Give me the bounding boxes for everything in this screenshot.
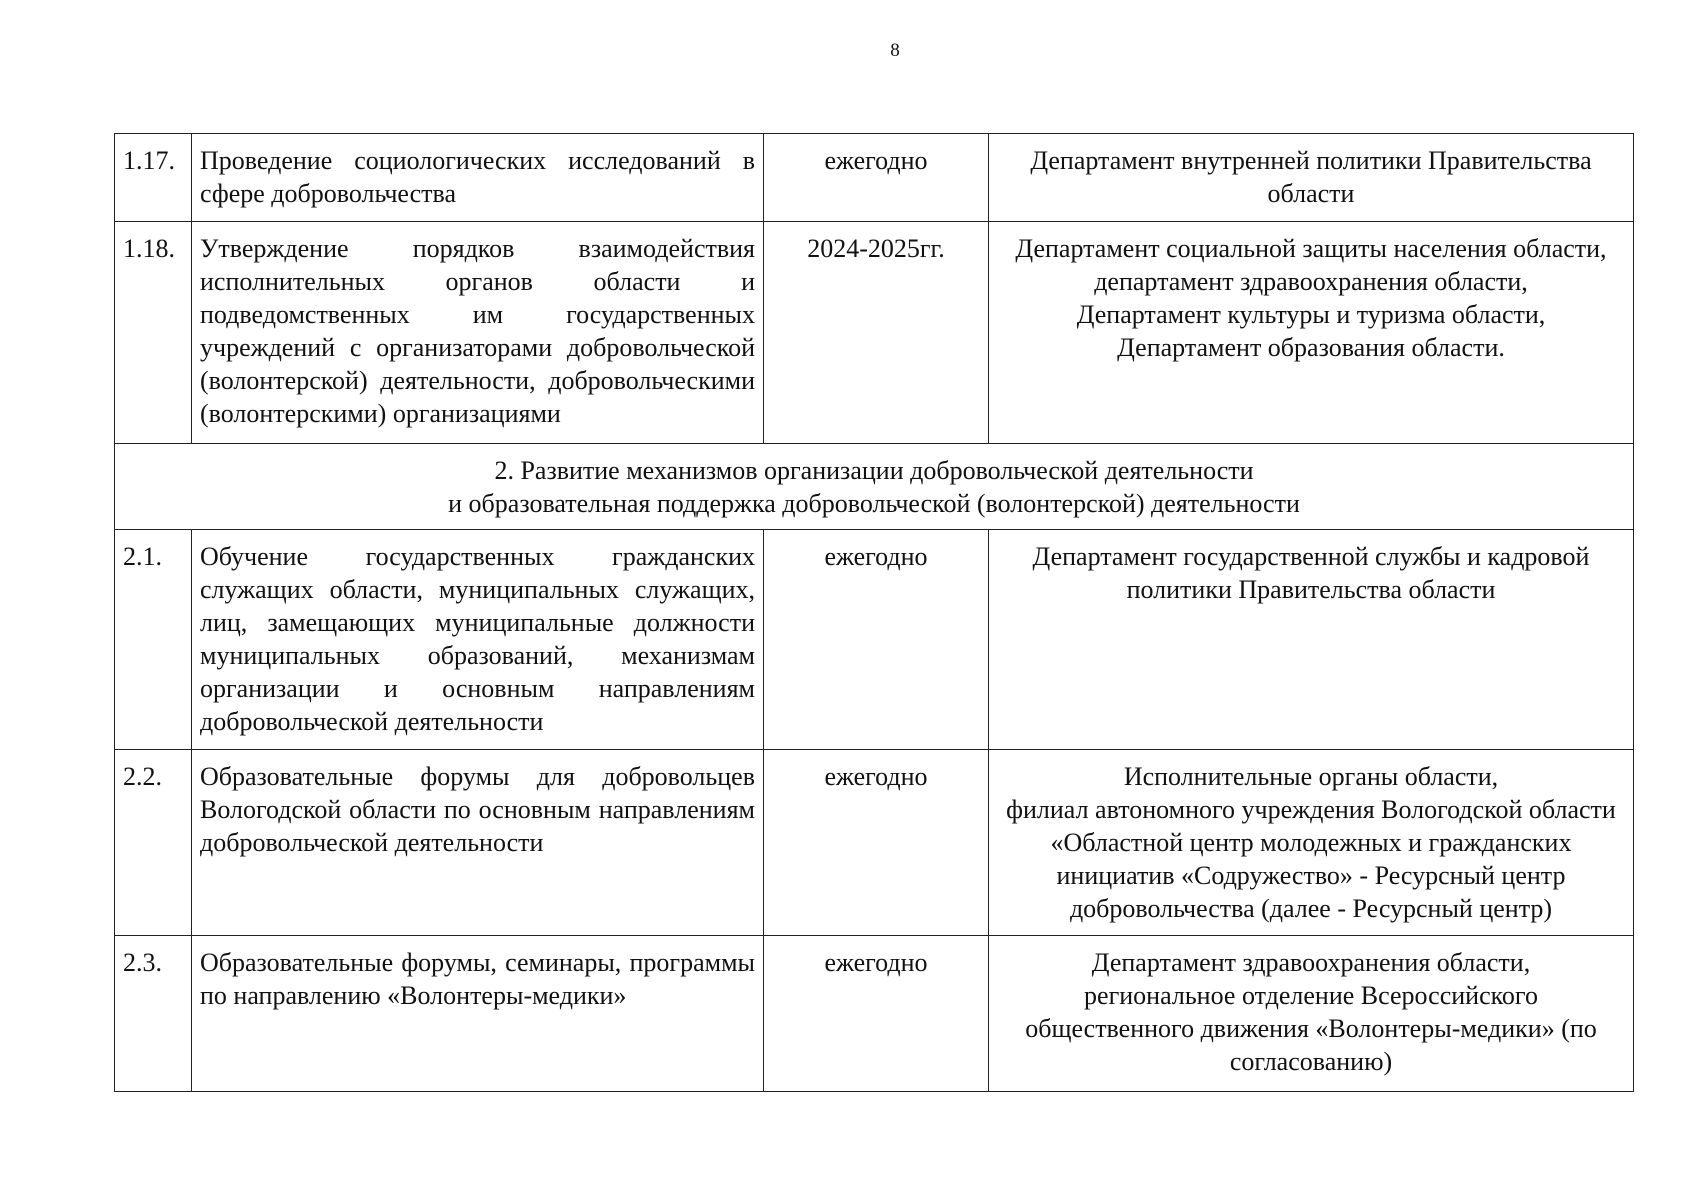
table-row [115, 134, 1634, 222]
row-number: 2.3. [115, 936, 192, 1092]
section-row [115, 444, 1634, 530]
responsible-executors [989, 530, 1634, 750]
section-heading-line: 2. Развитие механизмов организации добровольческой деятельности [494, 456, 1254, 485]
page-number: 8 [890, 40, 900, 61]
responsible-executors [989, 134, 1634, 222]
row-number: 1.18. [115, 222, 192, 444]
activity-name: Образовательные форумы для добровольцев Вологодской области по основным направлениям добровольческой деятельности [192, 750, 764, 936]
executor-line: Департамент государственной службы и кадровой политики Правительства области [1032, 542, 1590, 604]
executor-line: Департамент социальной защиты населения области, [1015, 234, 1607, 263]
activity-name: Утверждение порядков взаимодействия исполнительных органов области и подведомственных им государственных учреждений с организаторами добровольческой (волонтерской) деятельности, добровольческими (волонтерскими) организациями [192, 222, 764, 444]
executor-line: филиал автономного учреждения Вологодской области «Областной центр молодежных и гражданских инициатив «Содружество» - Ресурсный центр добровольчества (далее - Ресурсный центр) [1006, 795, 1616, 923]
row-number: 1.17. [115, 134, 192, 222]
activity-term: 2024-2025гг. [764, 222, 989, 444]
table-row [115, 222, 1634, 444]
responsible-executors [989, 750, 1634, 936]
section-heading [115, 444, 1634, 530]
executor-line: региональное отделение Всероссийского общественного движения «Волонтеры-медики» (по согласованию) [1025, 981, 1597, 1076]
table-row [115, 530, 1634, 750]
section-heading-line: и образовательная поддержка добровольческой (волонтерской) деятельности [448, 489, 1300, 518]
activity-term: ежегодно [764, 750, 989, 936]
activity-term: ежегодно [764, 530, 989, 750]
table-row [115, 936, 1634, 1092]
row-number: 2.1. [115, 530, 192, 750]
activities-table [114, 133, 1634, 1092]
executor-line: Департамент культуры и туризма области, [1076, 300, 1546, 329]
executor-line: Департамент здравоохранения области, [1091, 948, 1531, 977]
responsible-executors [989, 222, 1634, 444]
activity-name: Проведение социологических исследований в сфере добровольчества [192, 134, 764, 222]
executor-line: Департамент внутренней политики Правительства области [1030, 146, 1592, 208]
activity-name: Образовательные форумы, семинары, программы по направлению «Волонтеры-медики» [192, 936, 764, 1092]
row-number: 2.2. [115, 750, 192, 936]
executor-line: Департамент образования области. [1117, 333, 1505, 362]
table-row [115, 750, 1634, 936]
executor-line: департамент здравоохранения области, [1094, 267, 1528, 296]
executor-line: Исполнительные органы области, [1123, 762, 1499, 791]
activity-term: ежегодно [764, 936, 989, 1092]
responsible-executors [989, 936, 1634, 1092]
activity-term: ежегодно [764, 134, 989, 222]
activity-name: Обучение государственных гражданских служащих области, муниципальных служащих, лиц, замещающих муниципальные должности муниципальных образований, механизмам организации и основным направлениям добровольческой деятельности [192, 530, 764, 750]
